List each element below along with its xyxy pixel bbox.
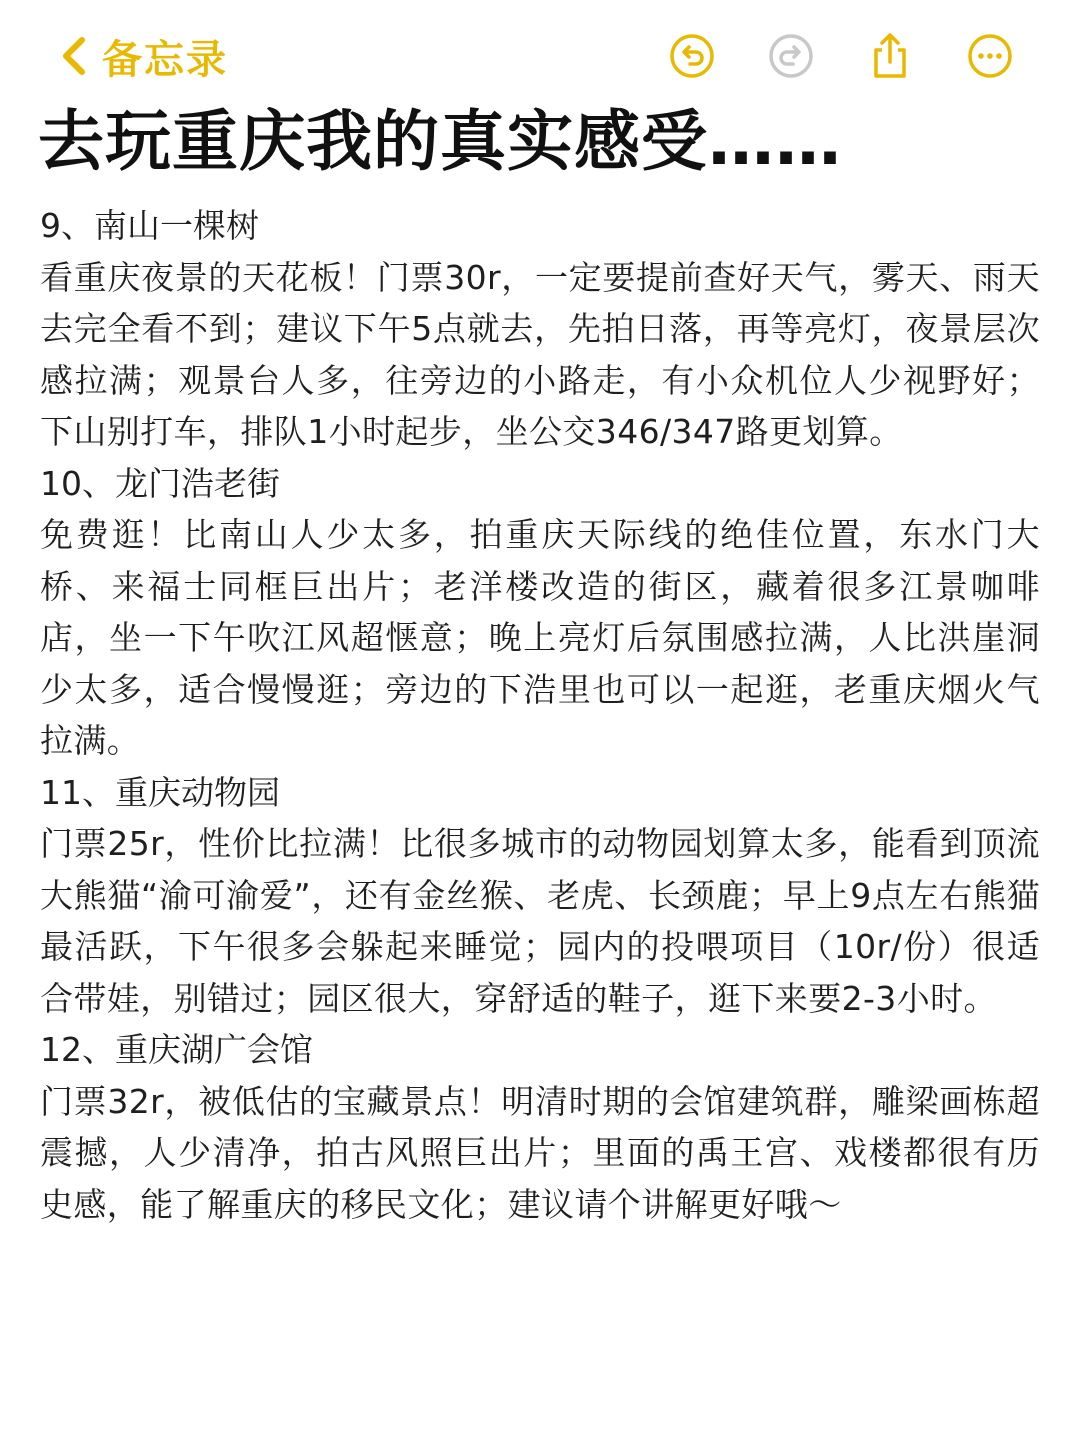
section-heading: 11、重庆动物园 xyxy=(40,772,280,812)
undo-icon[interactable] xyxy=(668,32,716,80)
section-body: 门票25r，性价比拉满！比很多城市的动物园划算太多，能看到顶流大熊猫“渝可渝爱”，还有金丝猴、老虎、长颈鹿；早上9点左右熊猫最活跃，下午很多会躲起来睡觉；园内的投喂项目（10r/份）很适合带娃，别错过；园区很大，穿舒适的鞋子，逛下来要2-3小时。 xyxy=(40,824,1040,1018)
note-title: 去玩重庆我的真实感受…… xyxy=(38,103,842,180)
note-body[interactable] xyxy=(40,200,1040,1230)
section-body: 免费逛！比南山人少太多，拍重庆天际线的绝佳位置，东水门大桥、来福士同框巨出片；老洋楼改造的街区，藏着很多江景咖啡店，坐一下午吹江风超惬意；晚上亮灯后氛围感拉满，人比洪崖洞少太多，适合慢慢逛；旁边的下浩里也可以一起逛，老重庆烟火气拉满。 xyxy=(40,515,1040,760)
section-body: 门票32r，被低估的宝藏景点！明清时期的会馆建筑群，雕梁画栋超震撼，人少清净，拍古风照巨出片；里面的禹王宫、戏楼都很有历史感，能了解重庆的移民文化；建议请个讲解更好哦～ xyxy=(40,1081,1040,1224)
section-heading: 12、重庆湖广会馆 xyxy=(40,1030,313,1069)
note-section xyxy=(40,200,1040,458)
navigation-bar xyxy=(0,0,1080,110)
share-icon[interactable] xyxy=(866,32,914,80)
back-button[interactable] xyxy=(56,26,228,86)
back-label: 备忘录 xyxy=(102,36,228,83)
section-body: 看重庆夜景的天花板！门票30r，一定要提前查好天气，雾天、雨天去完全看不到；建议下午5点就去，先拍日落，再等亮灯，夜景层次感拉满；观景台人多，往旁边的小路走，有小众机位人少视野好；下山别打车，排队1小时起步，坐公交346/347路更划算。 xyxy=(40,257,1040,451)
more-icon[interactable] xyxy=(966,32,1014,80)
note-section xyxy=(40,1024,1040,1230)
note-section xyxy=(40,458,1040,767)
note-section xyxy=(40,767,1040,1025)
section-heading: 10、龙门浩老街 xyxy=(40,463,280,503)
chevron-left-icon xyxy=(56,32,92,80)
redo-icon[interactable] xyxy=(767,32,815,80)
section-heading: 9、南山一棵树 xyxy=(40,206,259,245)
